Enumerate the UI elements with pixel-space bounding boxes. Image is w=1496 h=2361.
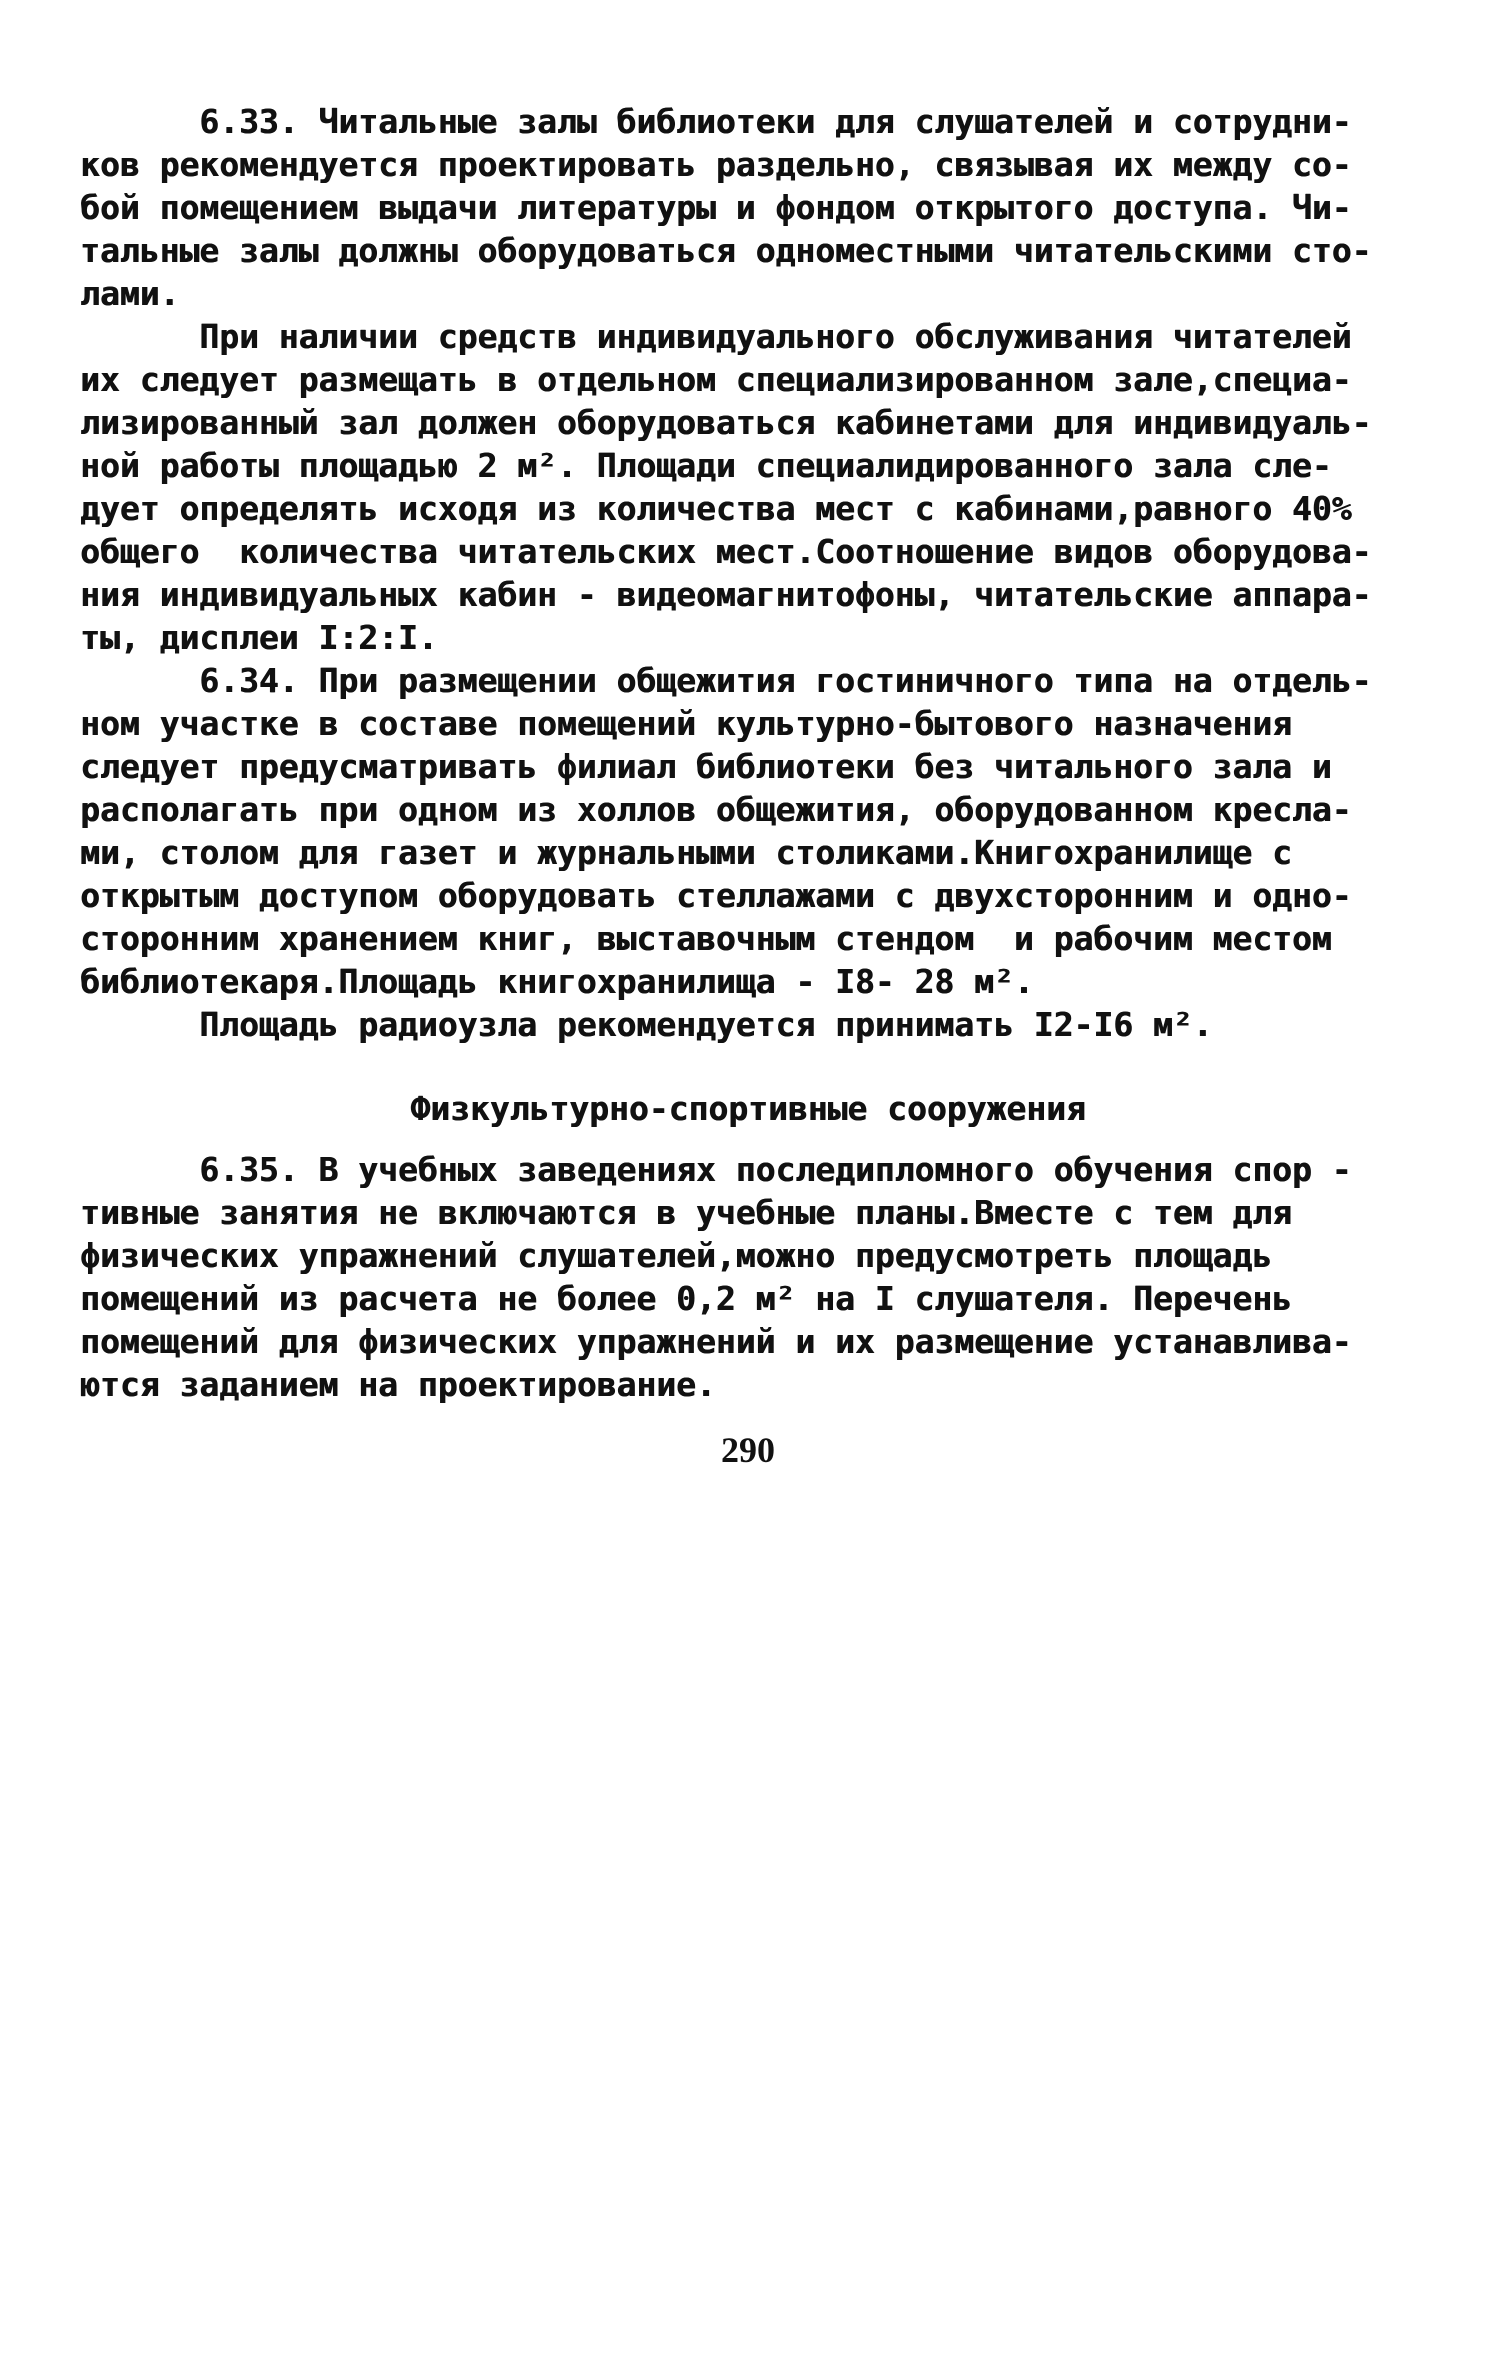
text-line: 6.35. В учебных заведениях последипломного обучения спор - xyxy=(80,1150,1352,1189)
text-line: ков рекомендуется проектировать раздельно, связывая их между со- xyxy=(80,145,1352,184)
text-line: физических упражнений слушателей,можно предусмотреть площадь xyxy=(80,1236,1273,1275)
text-line: располагать при одном из холлов общежития, оборудованном кресла- xyxy=(80,790,1352,829)
text-line: лизированный зал должен оборудоваться кабинетами для индивидуаль- xyxy=(80,403,1372,442)
text-line: ния индивидуальных кабин - видеомагнитофоны, читательские аппара- xyxy=(80,575,1372,614)
text-line: их следует размещать в отдельном специализированном зале,специа- xyxy=(80,360,1352,399)
text-line: 6.33. Читальные залы библиотеки для слушателей и сотрудни- xyxy=(80,102,1352,141)
text-line: Площадь радиоузла рекомендуется принимать I2-I6 м². xyxy=(80,1005,1213,1044)
text-line: ном участке в составе помещений культурно-бытового назначения xyxy=(80,704,1292,743)
text-line: ются заданием на проектирование. xyxy=(80,1365,716,1404)
text-line: ной работы площадью 2 м². Площади специалидированного зала сле- xyxy=(80,446,1332,485)
text-line: дует определять исходя из количества мест с кабинами,равного 40% xyxy=(80,489,1352,528)
text-line: 6.34. При размещении общежития гостиничного типа на отдель- xyxy=(80,661,1372,700)
text-line: При наличии средств индивидуального обслуживания читателей xyxy=(80,317,1352,356)
text-line: общего количества читательских мест.Соотношение видов оборудова- xyxy=(80,532,1372,571)
text-line: тальные залы должны оборудоваться одноместными читательскими сто- xyxy=(80,231,1372,270)
text-line: лами. xyxy=(80,274,180,313)
text-line: ты, дисплеи I:2:I. xyxy=(80,618,438,657)
text-line: следует предусматривать филиал библиотеки без читального зала и xyxy=(80,747,1332,786)
text-line: бой помещением выдачи литературы и фондом открытого доступа. Чи- xyxy=(80,188,1352,227)
text-line: сторонним хранением книг, выставочным стендом и рабочим местом xyxy=(80,919,1332,958)
page-number: 290 xyxy=(721,1430,775,1470)
text-line: помещений для физических упражнений и их размещение устанавлива- xyxy=(80,1322,1352,1361)
text-line: ми, столом для газет и журнальными столиками.Книгохранилище с xyxy=(80,833,1292,872)
text-line: библиотекаря.Площадь книгохранилища - I8- 28 м². xyxy=(80,962,1034,1001)
text-line: помещений из расчета не более 0,2 м² на I слушателя. Перечень xyxy=(80,1279,1292,1318)
section-heading: Физкультурно-спортивные сооружения xyxy=(410,1089,1086,1128)
text-line: тивные занятия не включаются в учебные планы.Вместе с тем для xyxy=(80,1193,1292,1232)
text-line: открытым доступом оборудовать стеллажами с двухсторонним и одно- xyxy=(80,876,1352,915)
